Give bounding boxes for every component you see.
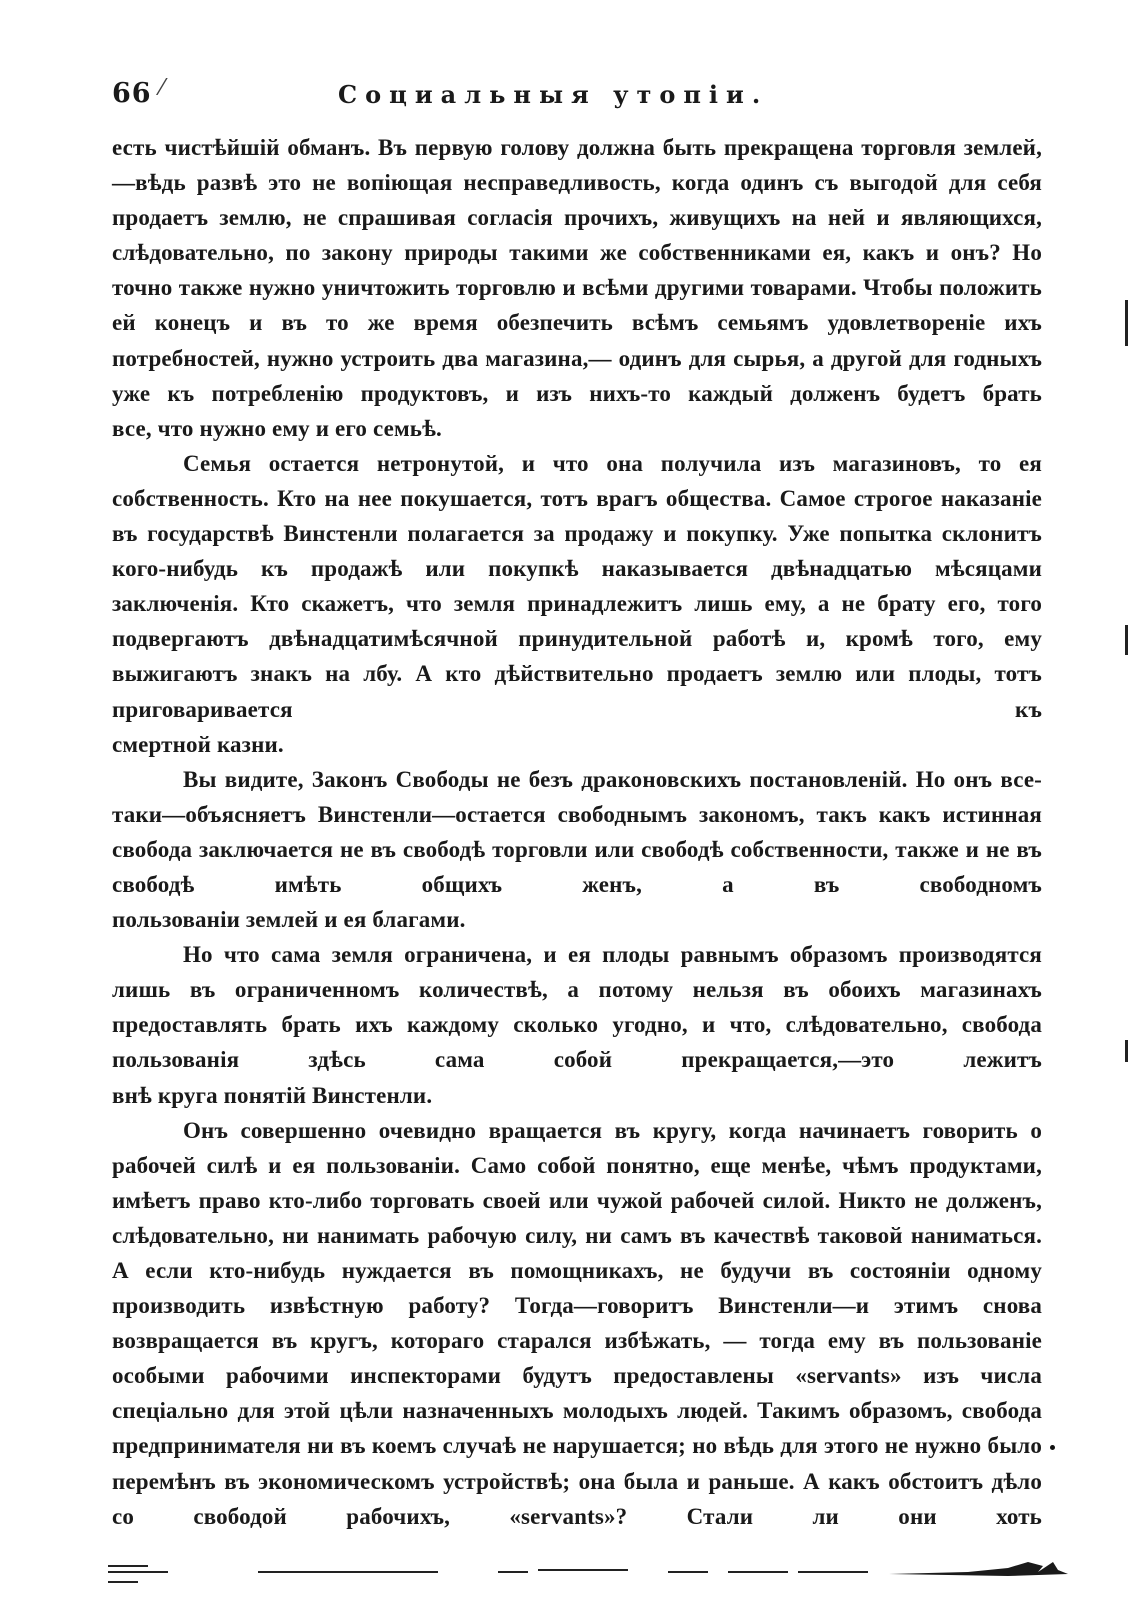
scan-bottom-streak xyxy=(108,1560,1108,1600)
paragraph-2-last-line: смертной казни. xyxy=(112,731,284,757)
scan-speck xyxy=(1050,1445,1055,1450)
paragraph-1-last-line: все, что нужно ему и его семьѣ. xyxy=(112,415,442,441)
text-body xyxy=(112,130,1042,1534)
paragraph-2 xyxy=(112,446,1042,762)
paragraph-4-last-line: внѣ круга понятій Винстенли. xyxy=(112,1082,433,1108)
pencil-mark: ⁄ xyxy=(160,76,164,101)
paragraph-1-text: есть чистѣйшій обманъ. Въ первую голову должна быть прекращена торговля землей,—вѣдь развѣ это не вопіющая несправедливость, когда одинъ съ выгодой для себя продаетъ землю, не спрашивая согласія прочихъ, живущихъ на ней и являющихся, слѣдовательно, по закону природы такими же собственниками ея, какъ и онъ? Но точно также нужно уничтожить торговлю и всѣми другими товарами. Чтобы положить ей конецъ и въ то же время обезпечить всѣмъ семьямъ удовлетвореніе ихъ потребностей, нужно устроить два магазина,— одинъ для сырья, а другой для годныхъ уже къ потребленію продуктовъ, и изъ нихъ-то каждый долженъ будетъ брать xyxy=(112,135,1042,406)
paragraph-5-text: Онъ совершенно очевидно вращается въ кругу, когда начинаетъ говорить о рабочей силѣ и ея пользованіи. Само собой понятно, еще менѣе, чѣмъ продуктами, имѣетъ право кто-либо торговать своей или чужой рабочей силой. Никто не долженъ, слѣдовательно, ни нанимать рабочую силу, ни самъ въ качествѣ таковой наниматься. А если кто-нибудь нуждается въ помощникахъ, не будучи въ состояніи одному производить извѣстную работу? Тогда—говоритъ Винстенли—и этимъ снова возвращается въ кругъ, котораго старался избѣжать, — тогда ему въ пользованіе особыми рабочими инспекторами будутъ предоставлены «servants» изъ числа спеціально для этой цѣли назначенныхъ молодыхъ людей. Такимъ образомъ, свобода предпринимателя ни въ коемъ случаѣ не нарушается; но вѣдь для этого не нужно было перемѣнъ въ экономическомъ устройствѣ; она была и раньше. А какъ обстоитъ дѣло со свободой рабочихъ, «servants»? Стали ли они хоть xyxy=(112,1117,1042,1529)
page-number: 66 xyxy=(112,78,152,109)
scan-edge-mark-lower xyxy=(1125,1040,1128,1062)
paragraph-2-text: Семья остается нетронутой, и что она получила изъ магазиновъ, то ея собственность. Кто на нее покушается, тотъ врагъ общества. Самое строгое наказаніе въ государствѣ Винстенли полагается за продажу и покупку. Уже попытка склонитъ кого-нибудь къ продажѣ или покупкѣ наказывается двѣнадцатью мѣсяцами заключенія. Кто скажетъ, что земля принадлежитъ лишь ему, а не брату его, того подвергаютъ двѣнадцатимѣсячной принудительной работѣ и, кромѣ того, ему выжигаютъ знакъ на лбу. А кто дѣйствительно продаетъ землю или плоды, тотъ приговаривается къ xyxy=(112,450,1042,722)
paragraph-3-last-line: пользованіи землей и ея благами. xyxy=(112,907,466,933)
running-title: Социальныя утопіи. xyxy=(338,80,769,109)
paragraph-3 xyxy=(112,762,1042,937)
scan-edge-mark-middle xyxy=(1125,625,1128,655)
scan-edge-mark-top xyxy=(1125,300,1128,346)
paragraph-4 xyxy=(112,937,1042,1112)
paragraph-3-text: Вы видите, Законъ Свободы не безъ драконовскихъ постановленій. Но онъ все-таки—объясняетъ Винстенли—остается свободнымъ закономъ, такъ какъ истинная свобода заключается не въ свободѣ торговли или свободѣ собственности, также и не въ свободѣ имѣть общихъ женъ, а въ свободномъ xyxy=(112,766,1042,897)
paragraph-5 xyxy=(112,1113,1042,1534)
paragraph-4-text: Но что сама земля ограничена, и ея плоды равнымъ образомъ производятся лишь въ ограниченномъ количествѣ, а потому нельзя въ обоихъ магазинахъ предоставлять брать ихъ каждому сколько угодно, и что, слѣдовательно, свобода пользованія здѣсь сама собой прекращается,—это лежитъ xyxy=(112,942,1042,1073)
paragraph-1 xyxy=(112,130,1042,446)
running-head xyxy=(112,78,812,118)
